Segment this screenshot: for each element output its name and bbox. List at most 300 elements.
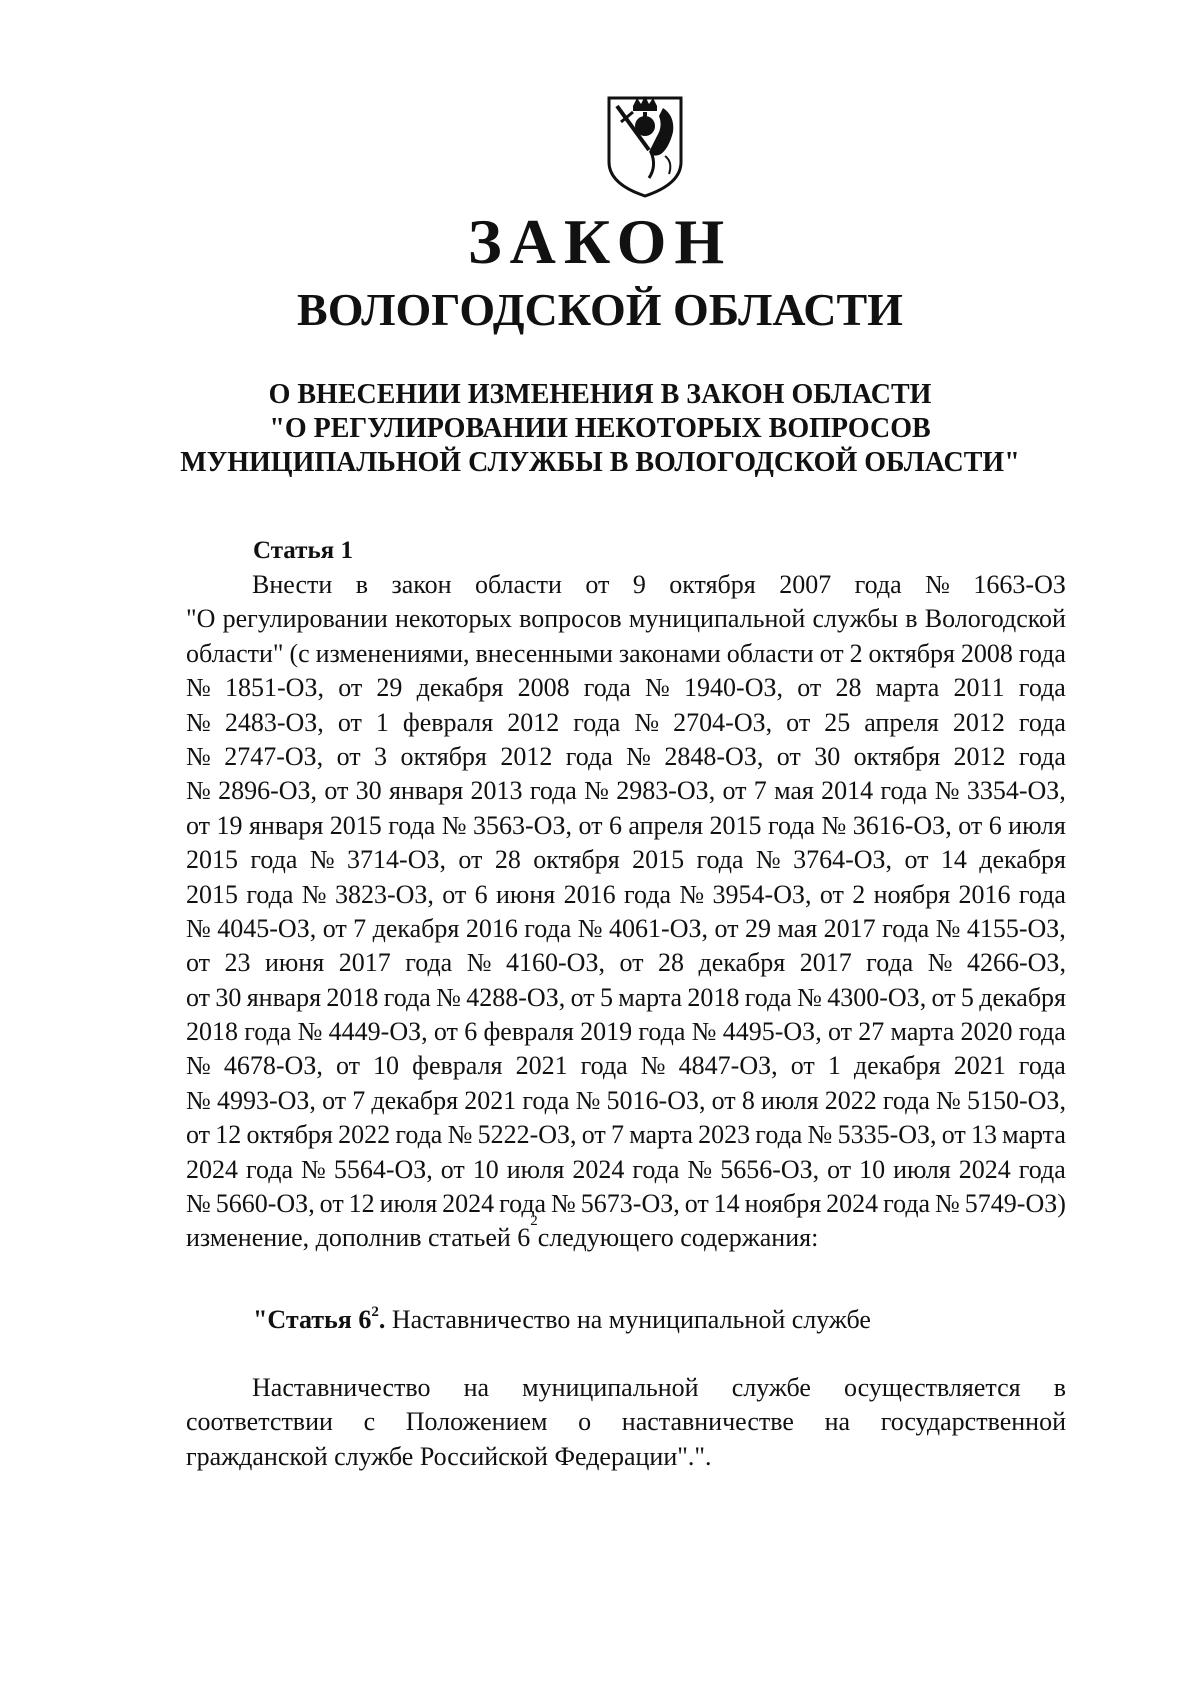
word: № [186,1189,211,1219]
word: № [821,810,847,840]
word: года [246,879,294,909]
word: 3563-ОЗ, [473,810,572,840]
word: года [1018,707,1066,737]
word: № [807,1120,833,1150]
word: 27 [858,1017,885,1047]
word: июля [1008,810,1066,840]
word: от [440,1154,465,1184]
word: № [645,673,670,703]
word: в [1053,1373,1066,1402]
word: 5 [960,982,974,1012]
text-line [186,1084,1066,1118]
word: 4155-ОЗ, [966,913,1066,943]
word: № [186,913,211,943]
word: января [248,810,324,840]
word: 2016 [958,879,1011,909]
word: года [245,1154,294,1184]
word: февраля [483,1017,574,1047]
word: № [935,913,961,943]
word: № [447,1120,473,1150]
word: 1663-ОЗ [973,570,1066,599]
word: в [905,604,918,634]
word: 1 [827,1051,841,1081]
word: № [575,1085,601,1115]
text-fragment: следующего содержания: [537,1223,819,1253]
word: 3354-ОЗ, [966,776,1066,806]
word: № [934,776,960,806]
word: года [499,1189,547,1219]
word: 1851-ОЗ, [225,673,324,703]
text-line [186,637,1066,671]
heading-dot: . [378,1305,386,1334]
word: октября [669,570,756,599]
word: ноября [744,1189,822,1219]
word: года [882,913,930,943]
word: 2024 [186,1154,238,1184]
text-line [186,981,1066,1015]
word: № [927,948,953,978]
word: от [819,638,844,668]
word: года [882,1085,930,1115]
word: 28 [657,948,684,978]
law-title-line: МУНИЦИПАЛЬНОЙ СЛУЖБЫ В ВОЛОГОДСКОЙ ОБЛАСТИ" [180,447,1020,478]
text-line [186,946,1066,980]
word: 7 [352,1085,366,1115]
word: года [529,776,577,806]
word: июля [506,1154,565,1184]
word: 4993-ОЗ, [216,1085,316,1115]
word: 2021 [515,1051,568,1081]
word: от [335,1051,360,1081]
word: 2015 [329,810,382,840]
word: 29 [744,913,771,943]
word: № [186,776,211,806]
word: 2848-ОЗ, [664,741,764,771]
word: от [790,1051,815,1081]
word: 2024 [442,1189,495,1219]
word: марта [1002,1120,1066,1150]
word: 28 [835,673,862,703]
word: года [866,948,914,978]
word: от [322,913,347,943]
word: года [1018,638,1066,668]
word: года [696,845,744,875]
word: 2983-ОЗ, [616,776,716,806]
word: от [186,1120,211,1150]
word: года [405,948,453,978]
word: от [797,673,822,703]
word: 2021 [953,1051,1006,1081]
word: от [186,982,211,1012]
word: 2011 [953,673,1005,703]
word: июля [379,1189,438,1219]
word: № [577,913,603,943]
word: 6 [608,810,622,840]
word: закон [391,570,452,599]
word: № [186,1085,211,1115]
word: от [186,948,211,978]
word: от [581,1120,606,1150]
word: декабря [371,1085,459,1115]
text-line [186,1049,1066,1083]
word: ноября [873,879,951,909]
word: 2012 [952,707,1005,737]
word: декабря [416,673,504,703]
word: вопросов [519,604,622,634]
word: 2747-ОЗ, [224,741,324,771]
word: года [744,982,792,1012]
word: № [186,1051,211,1081]
word: № [755,845,781,875]
word: 10 [859,1154,886,1184]
article-1-text [186,568,1066,1256]
word: 2016 [465,913,518,943]
text-line [186,912,1066,946]
word: № [936,1085,961,1115]
word: 5749-ОЗ) [964,1189,1066,1219]
new-article-label: "Статья 6 [253,1305,372,1334]
word: № [634,707,660,737]
word: области" [186,638,284,668]
law-title-line: "О РЕГУЛИРОВАНИИ НЕКОТОРЫХ ВОПРОСОВ [269,413,931,444]
word: № [584,776,609,806]
word: № [186,673,211,703]
word: 7 [353,913,367,943]
word: 2017 [338,948,391,978]
text-line [186,1371,1066,1405]
word: 19 [216,810,243,840]
word: марта [890,1017,955,1047]
word: 28 [494,845,521,875]
word: Положением [405,1407,548,1437]
text-line-last [186,1213,1066,1255]
word: года [395,1120,443,1150]
word: 10 [472,1154,499,1184]
word: года [854,570,902,599]
word: № [687,1154,713,1184]
word: 8 [741,1085,755,1115]
word: от [570,982,595,1012]
word: 2012 [507,707,560,737]
word: октября [533,845,620,875]
word: с [363,1407,376,1437]
word: (с [289,638,310,668]
word: 3 [374,741,388,771]
word: 14 [940,845,967,875]
word: мая [774,776,814,806]
word: 30 [215,982,242,1012]
word: от [684,1189,709,1219]
word: изменениями, [315,638,470,668]
word: регулировании [222,604,388,634]
coat-of-arms-icon [603,92,687,200]
word: декабря [853,1051,941,1081]
word: наставничестве [621,1407,794,1437]
word: 2018 [687,982,740,1012]
text-line [186,671,1066,705]
word: года [1018,1154,1066,1184]
word: 4300-ОЗ, [827,982,927,1012]
word: 30 [355,776,382,806]
word: июня [496,879,556,909]
word: области [474,570,562,599]
word: года [880,776,928,806]
word: от [324,776,349,806]
word: 2018 [326,982,379,1012]
word: № [466,948,492,978]
word: 1 [375,707,389,737]
word: 2013 [470,776,523,806]
word: 5656-ОЗ, [720,1154,820,1184]
word: апреля [864,707,939,737]
word: Вологодской [924,604,1066,634]
word: июня [265,948,325,978]
word: области [726,638,814,668]
word: муниципальной [522,1373,699,1402]
word: 23 [224,948,251,978]
word: от [941,1120,966,1150]
word: законами [618,638,721,668]
word: года [755,1120,803,1150]
word: года [565,741,613,771]
word: № [925,570,950,599]
article-1-heading: Статья 1 [253,537,353,564]
word: года [623,879,671,909]
word: 2017 [799,948,852,978]
word: 2022 [338,1120,391,1150]
word: от [433,1017,458,1047]
word: 2896-ОЗ, [218,776,318,806]
text-line [186,740,1066,774]
word: 4160-ОЗ, [506,948,605,978]
word: внесенными [475,638,613,668]
law-title-line: О ВНЕСЕНИИ ИЗМЕНЕНИЯ В ЗАКОН ОБЛАСТИ [268,379,932,410]
new-article-title: Наставничество на муниципальной службе [385,1305,871,1334]
word: 9 [632,570,646,599]
word: № [186,741,211,771]
text-line [186,1015,1066,1049]
word: в [355,570,368,599]
word: октября [868,638,955,668]
word: года [1018,879,1066,909]
word: № [436,982,461,1012]
word: государственной [880,1407,1066,1437]
word: 4266-ОЗ, [967,948,1066,978]
word: службы [812,604,899,634]
text-line [186,706,1066,740]
word: 12 [348,1189,375,1219]
text-line: гражданской службе Российской Федерации".". [186,1441,712,1471]
word: 14 [713,1189,740,1219]
word: 2020 [960,1017,1013,1047]
word: № [297,1017,323,1047]
word: года [580,1051,628,1081]
word: 5564-ОЗ, [333,1154,433,1184]
word: от [931,982,956,1012]
word: муниципальной [628,604,806,634]
word: года [244,1017,292,1047]
word: октября [853,741,941,771]
word: Внести [252,570,333,599]
word: 12 [215,1120,242,1150]
word: 2022 [824,1085,877,1115]
word: 2008 [517,673,570,703]
word: 2012 [500,741,553,771]
word: февраля [412,1051,503,1081]
word: 2483-ОЗ, [224,707,324,737]
word: года [573,707,621,737]
superscript: 2 [371,1304,379,1320]
word: 2 [849,638,863,668]
word: № [441,810,467,840]
word: 3954-ОЗ, [712,879,812,909]
word: декабря [979,982,1066,1012]
word: года [524,913,572,943]
word: от [578,810,603,840]
text-line [186,568,1066,602]
word: марта [629,1120,693,1150]
word: года [632,1154,680,1184]
word: от [786,707,811,737]
word: 2024 [958,1154,1011,1184]
text-line [186,809,1066,843]
word: года [1018,1051,1066,1081]
word: № [309,845,335,875]
word: 4495-ОЗ, [722,1017,822,1047]
text-line [186,1187,1066,1221]
word: февраля [402,707,494,737]
word: апреля [628,810,704,840]
word: от [904,845,929,875]
word: марта [875,673,940,703]
word: года [522,1085,570,1115]
word: 2024 [826,1189,879,1219]
word: 2015 [186,845,238,875]
word: 6 [464,1017,478,1047]
word: от [958,810,983,840]
word: от [458,845,483,875]
word: 4061-ОЗ, [609,913,708,943]
word: 30 [814,741,841,771]
word: января [388,776,464,806]
word: 10 [373,1051,400,1081]
word: декабря [698,948,786,978]
word: 4847-ОЗ, [678,1051,778,1081]
word: 5222-ОЗ, [477,1120,577,1150]
word: 2015 [632,845,685,875]
word: 6 [988,810,1002,840]
word: "О [186,604,216,634]
word: от [338,673,363,703]
new-article-heading [253,1303,871,1337]
word: № [301,879,327,909]
word: года [388,810,436,840]
word: года [1018,673,1066,703]
word: 5016-ОЗ, [606,1085,706,1115]
word: июля [760,1085,819,1115]
word: о [578,1407,592,1437]
word: № [551,1189,576,1219]
word: 2017 [823,913,876,943]
word: 7 [753,776,767,806]
word: 2024 [572,1154,625,1184]
word: от [776,741,801,771]
word: от [337,707,362,737]
new-article-text [186,1371,1066,1474]
word: декабря [372,913,460,943]
word: 3714-ОЗ, [347,845,446,875]
word: от [322,1085,347,1115]
word: 2023 [698,1120,751,1150]
word: от [442,879,467,909]
word: осуществляется [844,1373,1021,1402]
text-line [186,843,1066,877]
word: № [301,1154,326,1184]
word: года [767,810,815,840]
text-line [186,1153,1066,1187]
word: № [186,707,211,737]
word: от [711,1085,736,1115]
word: года [250,845,298,875]
word: на [463,1373,490,1402]
word: № [691,1017,717,1047]
word: 4449-ОЗ, [328,1017,428,1047]
word: № [797,982,822,1012]
word: от [827,1154,852,1184]
word: на [824,1407,851,1437]
word: № [626,741,651,771]
word: 3764-ОЗ, [793,845,893,875]
word: 3616-ОЗ, [852,810,952,840]
word: года [583,673,631,703]
word: от [819,879,844,909]
word: октября [246,1120,333,1150]
word: года [1018,741,1066,771]
word: соответствии [186,1407,333,1437]
word: марта [618,982,682,1012]
text-line [186,602,1066,636]
word: 2019 [580,1017,633,1047]
word: 13 [970,1120,997,1150]
text-line [186,878,1066,912]
word: от [585,570,610,599]
text-line [186,1118,1066,1152]
law-title [150,378,1050,480]
word: 2015 [709,810,762,840]
word: от [714,913,739,943]
word: мая [777,913,818,943]
word: от [336,741,361,771]
word: 5150-ОЗ, [967,1085,1066,1115]
text-line [186,1405,1066,1439]
word: года [638,1017,686,1047]
word: от [186,810,211,840]
word: от [619,948,644,978]
word: Наставничество [252,1373,431,1402]
word: июля [893,1154,951,1184]
word: года [383,982,431,1012]
text-line [186,774,1066,808]
word: 1940-ОЗ, [684,673,783,703]
word: 2015 [186,879,238,909]
word: 2 [852,879,866,909]
word: от [722,776,747,806]
word: 2704-ОЗ, [673,707,773,737]
word: года [1018,1017,1066,1047]
word: № [640,1051,666,1081]
word: октября [400,741,487,771]
word: от [827,1017,853,1047]
